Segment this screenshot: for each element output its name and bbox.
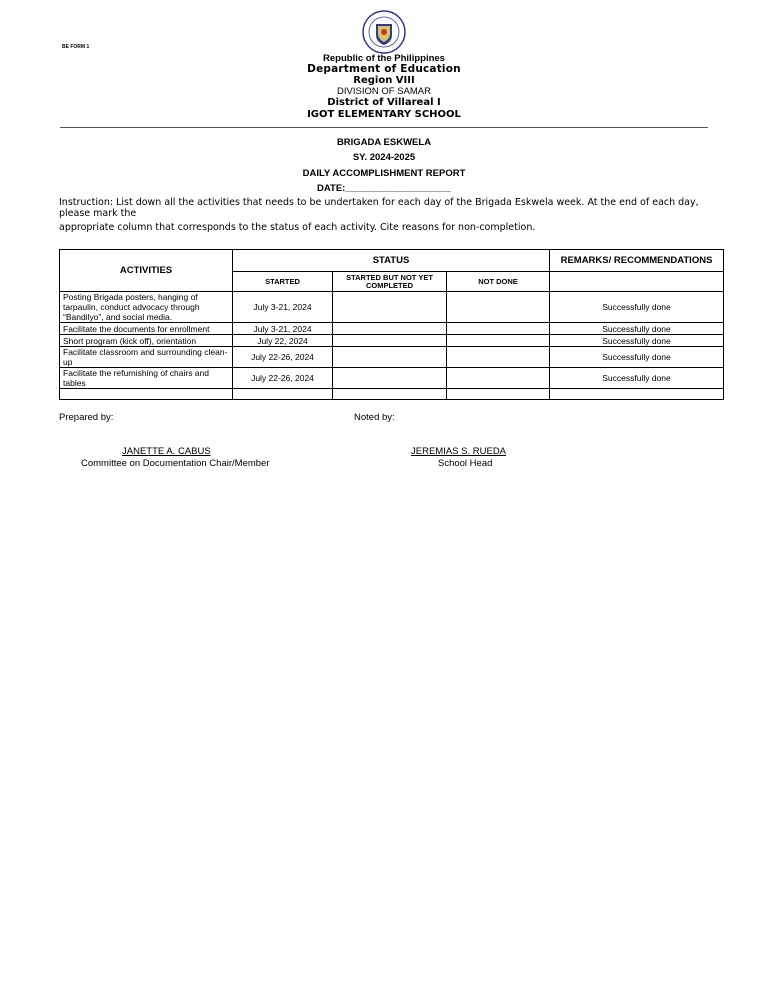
noted-by-label: Noted by: [354, 412, 395, 423]
not-done-cell [447, 347, 550, 368]
not-done-cell [447, 323, 550, 335]
started-not-completed-header: STARTED BUT NOT YET COMPLETED [333, 272, 447, 292]
started-cell: July 3-21, 2024 [233, 292, 333, 323]
started-not-completed-cell [333, 335, 447, 347]
form-label: BE FORM 1 [62, 44, 90, 50]
activity-cell: Posting Brigada posters, hanging of tarpaulin, conduct advocacy through “Bandilyo”, and social media. [60, 292, 233, 323]
remarks-cell: Successfully done [550, 347, 724, 368]
department-heading: Department of Education [307, 63, 461, 75]
table-row [60, 347, 724, 368]
table-row [60, 335, 724, 347]
district-heading: District of Villareal I [327, 97, 441, 108]
activities-header: ACTIVITIES [60, 250, 233, 292]
noted-by-name: JEREMIAS S. RUEDA [411, 446, 507, 457]
remarks-cell [550, 389, 724, 400]
accomplishment-table [59, 249, 724, 400]
started-not-completed-cell [333, 368, 447, 389]
not-done-cell [447, 368, 550, 389]
not-done-header: NOT DONE [447, 272, 550, 292]
remarks-cell: Successfully done [550, 335, 724, 347]
region-heading: Region VIII [353, 75, 415, 86]
started-not-completed-cell [333, 323, 447, 335]
table-row [60, 368, 724, 389]
started-cell [233, 389, 333, 400]
not-done-cell [447, 389, 550, 400]
activity-cell: Short program (kick off), orientation [60, 335, 233, 347]
table-row [60, 292, 724, 323]
started-not-completed-cell [333, 292, 447, 323]
remarks-subheader-empty [550, 272, 724, 292]
remarks-cell: Successfully done [550, 292, 724, 323]
remarks-cell: Successfully done [550, 323, 724, 335]
prepared-by-label: Prepared by: [59, 412, 114, 423]
table-row [60, 323, 724, 335]
instruction-line-2: appropriate column that corresponds to the status of each activity. Cite reasons for non-completion. [59, 222, 536, 233]
header-divider [60, 127, 708, 128]
school-year: SY. 2024-2025 [352, 152, 416, 163]
started-header: STARTED [233, 272, 333, 292]
not-done-cell [447, 335, 550, 347]
report-title: DAILY ACCOMPLISHMENT REPORT [302, 168, 466, 179]
started-not-completed-cell [333, 347, 447, 368]
instruction-line-1: Instruction: List down all the activities that needs to be undertaken for each day of the Brigada Eskwela week. At the end of each day, please mark the [59, 197, 699, 219]
program-title: BRIGADA ESKWELA [336, 137, 432, 148]
remarks-header: REMARKS/ RECOMMENDATIONS [550, 250, 724, 272]
table-row [60, 389, 724, 400]
date-field: DATE:____________________ [317, 183, 451, 194]
activity-cell: Facilitate the refurnishing of chairs and tables [60, 368, 233, 389]
activity-cell: Facilitate the documents for enrollment [60, 323, 233, 335]
status-header: STATUS [233, 250, 550, 272]
started-cell: July 22-26, 2024 [233, 347, 333, 368]
started-cell: July 22, 2024 [233, 335, 333, 347]
deped-seal-icon [362, 10, 406, 54]
started-cell: July 3-21, 2024 [233, 323, 333, 335]
activity-cell [60, 389, 233, 400]
prepared-by-name: JANETTE A. CABUS [122, 446, 211, 457]
remarks-cell: Successfully done [550, 368, 724, 389]
division-heading: DIVISION OF SAMAR [337, 86, 431, 97]
started-not-completed-cell [333, 389, 447, 400]
prepared-by-title: Committee on Documentation Chair/Member [81, 458, 270, 469]
started-cell: July 22-26, 2024 [233, 368, 333, 389]
activity-cell: Facilitate classroom and surrounding clean-up [60, 347, 233, 368]
not-done-cell [447, 292, 550, 323]
republic-heading: Republic of the Philippines [323, 53, 445, 64]
school-heading: IGOT ELEMENTARY SCHOOL [307, 109, 461, 120]
noted-by-title: School Head [438, 458, 493, 469]
